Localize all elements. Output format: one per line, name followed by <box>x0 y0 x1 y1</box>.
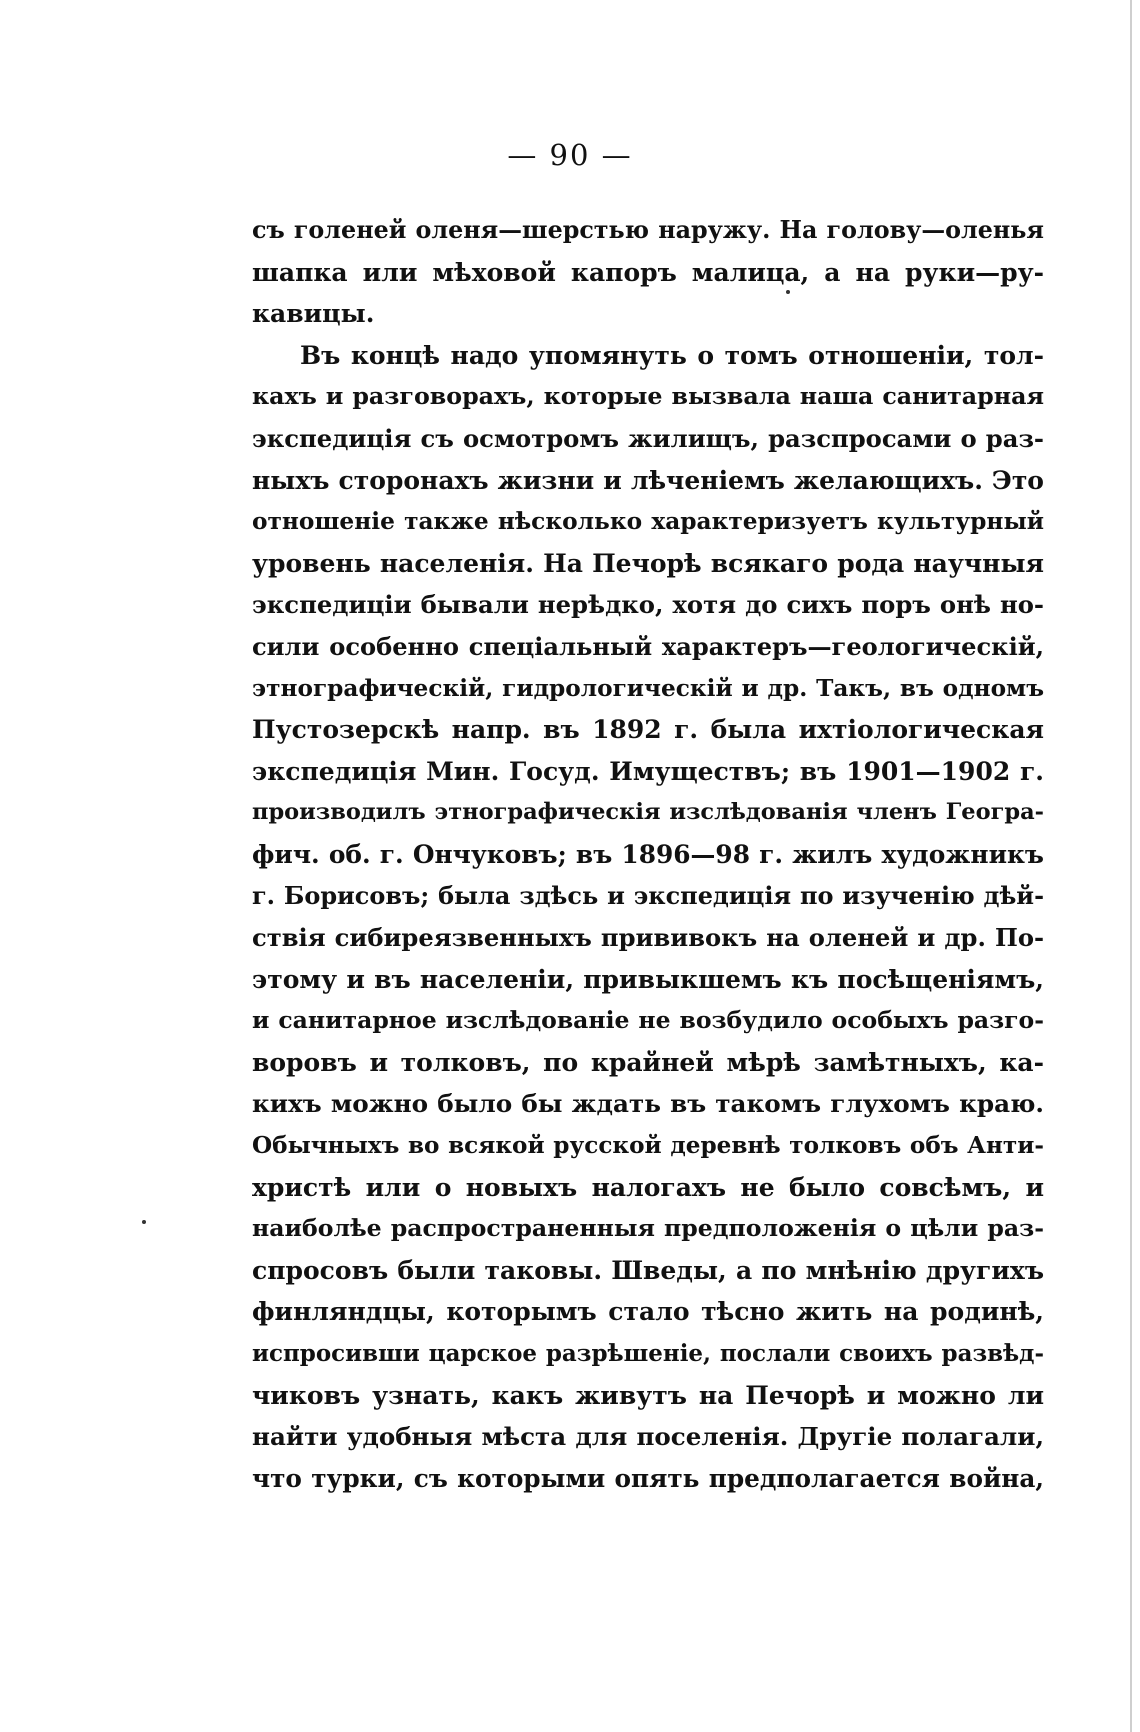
text-line: этому и въ населеніи, привыкшемъ къ посѣщеніямъ, <box>252 964 1044 994</box>
text-line: наиболѣе распространенныя предположенія о цѣли раз- <box>252 1214 1044 1243</box>
text-line: этнографическій, гидрологическій и др. Такъ, въ одномъ <box>252 674 1044 702</box>
page-edge-line <box>1130 0 1132 1732</box>
text-line: что турки, съ которыми опять предполагается война, <box>252 1463 1044 1493</box>
text-line: фич. об. г. Ончуковъ; въ 1896—98 г. жилъ художникъ <box>252 839 1044 869</box>
text-line: кахъ и разговорахъ, которые вызвала наша санитарная <box>252 382 1044 411</box>
text-line: шапка или мѣховой капоръ малица, а на руки—ру- <box>252 257 1044 287</box>
text-line: экспедиція съ осмотромъ жилищъ, разспросами о раз- <box>252 423 1044 453</box>
text-line: Пустозерскѣ напр. въ 1892 г. была ихтіологическая <box>252 715 1044 745</box>
text-line: уровень населенія. На Печорѣ всякаго рода научныя <box>252 548 1044 578</box>
text-line: отношеніе также нѣсколько характеризуетъ культурный <box>252 508 1044 536</box>
text-line: ствія сибиреязвенныхъ прививокъ на оленей и др. По- <box>252 923 1044 953</box>
paragraph-first-line: Въ концѣ надо упомянуть о томъ отношеніи, тол- <box>300 340 1044 370</box>
body-text <box>252 210 1044 1499</box>
page-number: — 90 — <box>507 138 633 172</box>
text-line: Обычныхъ во всякой русской деревнѣ толковъ объ Анти- <box>252 1132 1044 1160</box>
text-line: чиковъ узнать, какъ живутъ на Печорѣ и можно ли <box>252 1380 1044 1410</box>
text-line: воровъ и толковъ, по крайней мѣрѣ замѣтныхъ, ка- <box>252 1047 1044 1077</box>
text-line: испросивши царское разрѣшеніе, послали своихъ развѣд- <box>252 1340 1044 1368</box>
text-line: и санитарное изслѣдованіе не возбудило особыхъ разго- <box>252 1006 1044 1035</box>
print-speck <box>142 1220 146 1224</box>
text-line: сили особенно спеціальный характеръ—геологическій, <box>252 631 1044 661</box>
text-line: финляндцы, которымъ стало тѣсно жить на родинѣ, <box>252 1297 1044 1327</box>
text-line: спросовъ были таковы. Шведы, а по мнѣнію другихъ <box>252 1255 1044 1285</box>
text-line: экспедиціи бывали нерѣдко, хотя до сихъ поръ онѣ но- <box>252 590 1044 620</box>
text-line: производилъ этнографическія изслѣдованія членъ Геогра- <box>252 799 1044 826</box>
text-line: экспедиція Мин. Госуд. Имуществъ; въ 1901—1902 г. <box>252 756 1044 786</box>
text-line: съ голеней оленя—шерстью наружу. На голову—оленья <box>252 216 1044 244</box>
text-line: кихъ можно было бы ждать въ такомъ глухомъ краю. <box>252 1089 1044 1119</box>
text-line: ныхъ сторонахъ жизни и лѣченіемъ желающихъ. Это <box>252 465 1044 495</box>
text-line: г. Борисовъ; была здѣсь и экспедиція по изученію дѣй- <box>252 881 1044 910</box>
text-line: найти удобныя мѣста для поселенія. Другіе полагали, <box>252 1422 1044 1452</box>
text-line: кавицы. <box>252 299 375 329</box>
text-line: христѣ или о новыхъ налогахъ не было совсѣмъ, и <box>252 1172 1044 1202</box>
